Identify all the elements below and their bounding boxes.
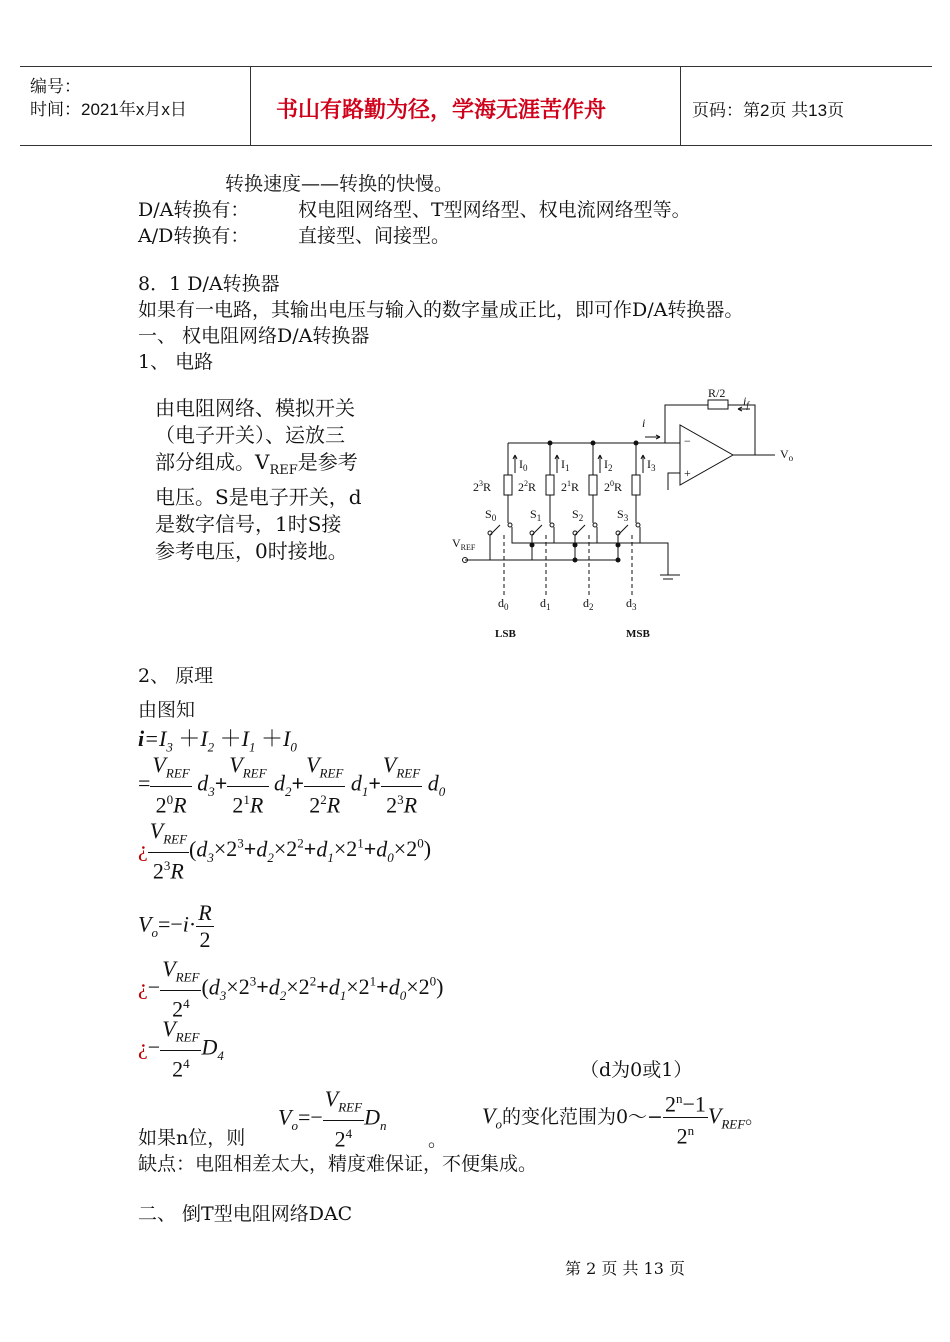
speed-line: 转换速度——转换的快慢。 [225, 173, 454, 195]
switch-label: $S_0$ [485, 507, 497, 523]
sub1-heading: 1、 电路 [138, 351, 214, 373]
feedback-resistor [708, 400, 728, 409]
switch-label: $S_3$ [617, 507, 629, 523]
digit-label: $d_3$ [626, 596, 637, 612]
d-note: （d为0或1） [580, 1059, 693, 1081]
digital-input-lines [504, 535, 632, 595]
lsb-label: LSB [495, 628, 516, 640]
switch-label: $S_1$ [530, 507, 542, 523]
page-number-label: 页码：第2页 共13页 [692, 101, 845, 120]
ad-types: 直接型、间接型。 [298, 225, 451, 247]
from-figure: 由图知 [138, 699, 196, 721]
current-label: $I_0$ [519, 457, 528, 473]
doc-number-label: 编号： [30, 77, 81, 96]
drawback: 缺点：电阻相差太大，精度难保证，不便集成。 [138, 1153, 538, 1175]
equation-current-sum: $i=I_3 +I_2 +I_1 +I_0$ [138, 726, 297, 755]
resistor-label: $2^1R$ [561, 479, 580, 494]
current-label: $I_3$ [647, 457, 656, 473]
da-types: 权电阻网络型、T型网络型、权电流网络型等。 [298, 199, 691, 221]
vo-range: $V_o$的变化范围为0～− $\frac{2^n-1}{2^n}$ $V_{REF}$。 [482, 1086, 764, 1150]
plus-label: + [684, 466, 691, 480]
msb-label: MSB [626, 628, 650, 640]
header-divider [680, 67, 681, 145]
header-motto: 书山有路勤为径，学海无涯苦作舟 [276, 98, 607, 123]
digit-label: $d_1$ [540, 596, 551, 612]
rf-label: R/2 [708, 386, 726, 400]
doc-time-label: 时间：2021年x月x日 [30, 100, 187, 119]
digit-label: $d_2$ [583, 596, 594, 612]
ad-types-label: A/D转换有： [138, 225, 250, 247]
vref-label: $V_{REF}$ [452, 536, 476, 552]
equation-weighted-sum: = $\frac{V_{REF}}{2^0R}$ $d_3+$ $\frac{V_{REF}}{2^1R}$ $d_2+$ $\frac{V_{REF}}{2^2R}$ $d_1+$ $\frac{V_{REF}}{2^3R}$ $d_0$ [138, 752, 446, 818]
header-divider [250, 67, 251, 145]
section-heading: 8．1 D/A转换器 [138, 273, 280, 295]
feedback-wire [665, 405, 755, 455]
weighted-resistor-dac-circuit [440, 385, 810, 650]
period-mark: 。 [428, 1129, 448, 1151]
equation-vo-expanded: ¿− $\frac{V_{REF}}{2^4}$ $(d_3\times 2^3+d_2\times 2^2+d_1\times 2^1+d_0\times 2^0)$ [138, 956, 444, 1022]
digit-label: $d_0$ [498, 596, 509, 612]
current-label: $I_2$ [604, 457, 613, 473]
resistor-label: $2^0R$ [604, 479, 623, 494]
circuit-description: 由电阻网络、模拟开关 （电子开关）、运放三 部分组成。$V_{REF}$是参考 电压。S是电子开关，d 是数字信号，1时S接 参考电压，0时接地。 [155, 396, 362, 563]
equation-factored: ¿ $\frac{V_{REF}}{2^3R}$ $(d_3\times 2^3+d_2\times 2^2+d_1\times 2^1+d_0\times 2^0)$ [138, 818, 432, 884]
resistor-label: $2^2R$ [518, 479, 537, 494]
part1-heading: 一、 权电阻网络D/A转换器 [138, 325, 370, 347]
equation-vo-d4: ¿− $\frac{V_{REF}}{2^4}$ $D_4$ [138, 1016, 224, 1082]
if-label: $i_f$ [743, 394, 749, 410]
if-n-bits: 如果n位，则 [138, 1127, 246, 1149]
equation-vo-dn: $V_o=-$ $\frac{V_{REF}}{2^4}$ $D_n$ [278, 1086, 387, 1152]
vo-label: $V_o$ [780, 447, 794, 463]
da-types-label: D/A转换有： [138, 199, 250, 221]
part2-heading: 二、 倒T型电阻网络DAC [138, 1203, 353, 1225]
sub2-heading: 2、 原理 [138, 665, 214, 687]
i-label: i [642, 416, 646, 430]
footer-page-number: 第 2 页 共 13 页 [565, 1259, 685, 1278]
switch-label: $S_2$ [572, 507, 584, 523]
equation-vo: $V_o=-i\cdot$ $\frac{R}{2}$ [138, 900, 212, 952]
section-desc: 如果有一电路，其输出电压与输入的数字量成正比，即可作D/A转换器。 [138, 299, 744, 321]
resistor-label: $2^3R$ [473, 479, 492, 494]
page-header [20, 66, 932, 146]
current-label: $I_1$ [561, 457, 570, 473]
minus-label: − [684, 434, 691, 448]
